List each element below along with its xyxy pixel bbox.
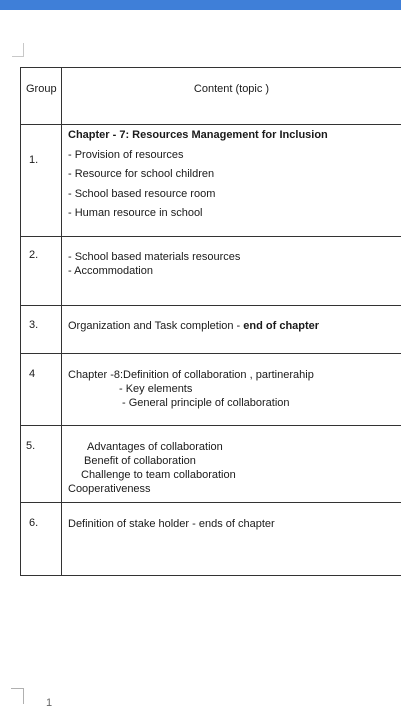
topics-table (20, 67, 401, 576)
header-content: Content (topic ) (62, 68, 401, 125)
list-item: Cooperativeness (68, 483, 151, 495)
row-group-number: 3. (21, 306, 62, 354)
table-row (21, 237, 401, 306)
row-group-number: 4 (21, 354, 62, 426)
document-page[interactable] (0, 10, 401, 713)
row-text: Organization and Task completion - (68, 320, 244, 332)
list-item: - School based resource room (68, 187, 216, 200)
list-item: Advantages of collaboration (87, 441, 223, 453)
list-item: - Human resource in school (68, 207, 203, 220)
list-item: - General principle of collaboration (122, 397, 290, 409)
row-content (62, 306, 401, 354)
list-item: - Provision of resources (68, 148, 184, 161)
crop-mark-top-horizontal (12, 56, 24, 57)
list-item: - School based materials resources (68, 251, 241, 263)
row-group-number: 6. (21, 503, 62, 576)
crop-mark-bottom (23, 688, 24, 704)
chapter-heading: Chapter -8:Definition of collaboration , partinerahip (68, 369, 314, 381)
row-group-number: 1. (21, 125, 62, 237)
row-content (62, 237, 401, 306)
row-group-number: 2. (21, 237, 62, 306)
table-header-row (21, 68, 401, 125)
row-text: Definition of stake holder - ends of chapter (68, 518, 275, 530)
table-row (21, 354, 401, 426)
row-content (62, 354, 401, 426)
crop-mark-top (23, 43, 24, 57)
top-accent-bar (0, 0, 401, 10)
row-content (62, 125, 401, 237)
row-content (62, 426, 401, 503)
list-item: - Resource for school children (68, 168, 215, 181)
crop-mark-bottom-horizontal (11, 688, 24, 689)
list-item: Challenge to team collaboration (81, 469, 236, 481)
table-row (21, 426, 401, 503)
list-item: - Accommodation (68, 265, 153, 277)
table-row (21, 306, 401, 354)
end-of-chapter-label: end of chapter (243, 320, 320, 332)
list-item: - Key elements (119, 383, 193, 395)
row-group-number: 5. (21, 426, 62, 503)
table-row (21, 125, 401, 237)
header-group: Group (21, 68, 62, 125)
list-item: Benefit of collaboration (84, 455, 196, 467)
table-row (21, 503, 401, 576)
row-content (62, 503, 401, 576)
page-number: 1 (46, 697, 53, 709)
chapter-heading: Chapter - 7: Resources Management for Inclusion (68, 129, 328, 141)
